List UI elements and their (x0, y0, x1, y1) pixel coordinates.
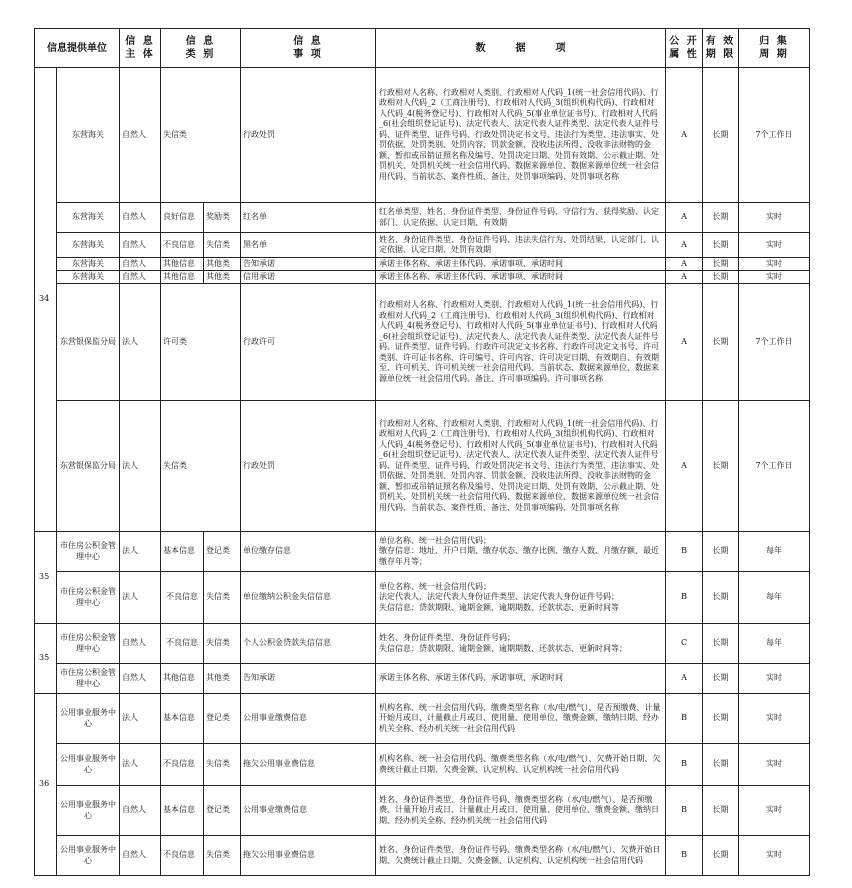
data-items-cell: 红名单类型、姓名、身份证件类型、身份证件号码、守信行为、获得奖励、认定部门、认定依据、认定日期、有效期 (376, 203, 666, 233)
header-category: 信 息 类 别 (161, 29, 241, 68)
table-row (35, 786, 810, 836)
item-cell: 拖欠公用事业费信息 (241, 836, 376, 876)
public-attr-cell: A (666, 401, 703, 532)
category-cell: 不良信息 (161, 572, 204, 624)
subcategory-cell: 其他类 (204, 664, 241, 694)
subject-cell: 法人 (120, 284, 161, 401)
validity-cell: 长期 (703, 624, 739, 664)
validity-cell: 长期 (703, 532, 739, 572)
table-row (35, 68, 810, 203)
category-cell: 基本信息 (161, 532, 204, 572)
subcategory-cell: 失信类 (204, 836, 241, 876)
table-row (35, 532, 810, 572)
table-row (35, 233, 810, 258)
provider-cell: 东营海关 (57, 258, 120, 271)
validity-cell: 长期 (703, 401, 739, 532)
public-attr-cell: B (666, 744, 703, 786)
provider-cell: 东营海关 (57, 203, 120, 233)
provider-cell: 公用事业服务中心 (57, 786, 120, 836)
table-row (35, 836, 810, 876)
subcategory-cell: 失信类 (204, 744, 241, 786)
public-attr-cell: B (666, 786, 703, 836)
provider-cell: 公用事业服务中心 (57, 836, 120, 876)
public-attr-cell: A (666, 271, 703, 284)
validity-cell: 长期 (703, 786, 739, 836)
subcategory-cell: 失信类 (204, 572, 241, 624)
validity-cell: 长期 (703, 271, 739, 284)
public-attr-cell: C (666, 624, 703, 664)
provider-cell: 市住房公积金管理中心 (57, 572, 120, 624)
subject-cell: 自然人 (120, 271, 161, 284)
header-provider: 信息提供单位 (35, 29, 120, 68)
subcategory-cell: 登记类 (204, 694, 241, 744)
provider-cell: 公用事业服务中心 (57, 694, 120, 744)
validity-cell: 长期 (703, 664, 739, 694)
data-items-cell: 承诺主体名称、承诺主体代码、承诺事项、承诺时间 (376, 258, 666, 271)
table-row (35, 271, 810, 284)
validity-cell: 长期 (703, 233, 739, 258)
public-attr-cell: A (666, 233, 703, 258)
cycle-cell: 每年 (739, 572, 810, 624)
cycle-cell: 实时 (739, 694, 810, 744)
data-items-cell: 行政相对人名称、行政相对人类别、行政相对人代码_1(统一社会信用代码)、行政相对人代码_2（工商注册号)、行政相对人代码_3(组织机构代码)、行政相对人代码_4(税务登记号)、行政相对人代码_5(事业单位证书号)、行政相对人代码_6(社会组织登记证号)、法定代表人、法定代表人证件类型、法定代表人证件号码、证件类型、证件号码、行政处罚决定书文号、违法行为类型、违法事实、处罚依据、处罚类别、处罚内容、罚款金额、没收违法所得、没收非法财物的金额、暂扣或吊销证照名称及编号、处罚决定日期、处罚有效期、公示截止期、处罚机关、处罚机关统一社会信用代码、数据来源单位、数据来源单位统一社会信用代码、当前状态、案件性质、备注、处罚事项编码、处罚事项名称 (376, 68, 666, 203)
cycle-cell: 7个工作日 (739, 401, 810, 532)
provider-cell: 东营海关 (57, 233, 120, 258)
header-validity: 有 效 期 限 (703, 29, 739, 68)
cycle-cell: 7个工作日 (739, 68, 810, 203)
public-attr-cell: B (666, 572, 703, 624)
public-attr-cell: B (666, 532, 703, 572)
category-cell: 许可类 (161, 284, 241, 401)
table-row (35, 694, 810, 744)
cycle-cell: 实时 (739, 836, 810, 876)
cycle-cell: 实时 (739, 744, 810, 786)
category-cell: 不良信息 (161, 233, 204, 258)
header-subject: 信 息 主 体 (120, 29, 161, 68)
header-data: 数 据 项 (376, 29, 666, 68)
provider-cell: 东营银保监分局 (57, 284, 120, 401)
subcategory-cell: 失信类 (204, 233, 241, 258)
subject-cell: 自然人 (120, 258, 161, 271)
table-row (35, 284, 810, 401)
category-cell: 其他信息 (161, 664, 204, 694)
group-number: 34 (35, 68, 57, 532)
group-number: 35 (35, 532, 57, 624)
item-cell: 个人公积金贷款失信信息 (241, 624, 376, 664)
public-attr-cell: B (666, 836, 703, 876)
category-cell: 失信类 (161, 401, 241, 532)
provider-cell: 市住房公积金管理中心 (57, 624, 120, 664)
validity-cell: 长期 (703, 258, 739, 271)
header-row (35, 29, 810, 68)
subject-cell: 自然人 (120, 68, 161, 203)
cycle-cell: 实时 (739, 233, 810, 258)
item-cell: 公用事业缴费信息 (241, 786, 376, 836)
subcategory-cell: 其他类 (204, 271, 241, 284)
category-cell: 其他信息 (161, 258, 204, 271)
item-cell: 黑名单 (241, 233, 376, 258)
validity-cell: 长期 (703, 68, 739, 203)
item-cell: 告知承诺 (241, 664, 376, 694)
subject-cell: 自然人 (120, 664, 161, 694)
header-public: 公 开 属 性 (666, 29, 703, 68)
table-row (35, 624, 810, 664)
category-cell: 不良信息 (161, 744, 204, 786)
subject-cell: 法人 (120, 401, 161, 532)
category-cell: 不良信息 (161, 624, 204, 664)
data-items-cell: 承诺主体名称、承诺主体代码、承诺事项、承诺时间 (376, 664, 666, 694)
item-cell: 行政处罚 (241, 401, 376, 532)
item-cell: 行政许可 (241, 284, 376, 401)
cycle-cell: 实时 (739, 271, 810, 284)
data-items-cell: 姓名、身份证件类型、身份证件号码； 失信信息：贷款期限、逾期金额、逾期期数、还款状态、更新时间等； (376, 624, 666, 664)
data-items-cell: 单位名称、统一社会信用代码； 缴存信息：地址、开户日期、缴存状态、缴存比例、缴存人数、月缴存额、最近缴存年月等； (376, 532, 666, 572)
provider-cell: 东营海关 (57, 271, 120, 284)
subject-cell: 自然人 (120, 836, 161, 876)
subject-cell: 自然人 (120, 786, 161, 836)
header-cycle: 归 集 周 期 (739, 29, 810, 68)
table-row (35, 401, 810, 532)
table-row (35, 664, 810, 694)
cycle-cell: 实时 (739, 664, 810, 694)
data-items-cell: 姓名、身份证件类型、身份证件号码、缴费类型名称（水/电/燃气）、是否预缴费、计量开始月或日、计量截止月或日、使用量、使用单位、缴费金额、缴纳日期、经办机关全称、经办机关统一社会信用代码 (376, 786, 666, 836)
validity-cell: 长期 (703, 744, 739, 786)
category-cell: 失信类 (161, 68, 241, 203)
item-cell: 红名单 (241, 203, 376, 233)
cycle-cell: 每年 (739, 532, 810, 572)
validity-cell: 长期 (703, 694, 739, 744)
category-cell: 基本信息 (161, 786, 204, 836)
cycle-cell: 7个工作日 (739, 284, 810, 401)
public-attr-cell: A (666, 203, 703, 233)
category-cell: 基本信息 (161, 694, 204, 744)
item-cell: 拖欠公用事业费信息 (241, 744, 376, 786)
group-number: 35 (35, 624, 57, 694)
subject-cell: 自然人 (120, 624, 161, 664)
cycle-cell: 实时 (739, 258, 810, 271)
group-number: 36 (35, 694, 57, 876)
category-cell: 其他信息 (161, 271, 204, 284)
public-attr-cell: A (666, 284, 703, 401)
subcategory-cell: 其他类 (204, 258, 241, 271)
public-attr-cell: B (666, 694, 703, 744)
item-cell: 公用事业缴费信息 (241, 694, 376, 744)
subject-cell: 法人 (120, 572, 161, 624)
provider-cell: 市住房公积金管理中心 (57, 532, 120, 572)
category-cell: 良好信息 (161, 203, 204, 233)
data-items-cell: 机构名称、统一社会信用代码、缴费类型名称（水/电/燃气）、是否预缴费、计量开始月或日、计量截止月或日、使用量、使用单位、缴费金额、缴纳日期、经办机关全称、经办机关统一社会信用代码 (376, 694, 666, 744)
data-items-cell: 行政相对人名称、行政相对人类别、行政相对人代码_1(统一社会信用代码)、行政相对人代码_2（工商注册号)、行政相对人代码_3(组织机构代码)、行政相对人代码_4(税务登记号)、行政相对人代码_5(事业单位证书号)、行政相对人代码_6(社会组织登记证号)、法定代表人、法定代表人证件类型、法定代表人证件号码、证件类型、证件号码、行政许可决定文书名称、行政许可决定文书号、许可类别、许可证书名称、许可编号、许可内容、许可决定日期、有效期自、有效期至、许可机关、许可机关统一社会信用代码、当前状态、数据来源单位、数据来源单位统一社会信用代码、备注、许可事项编码、许可事项名称 (376, 284, 666, 401)
item-cell: 告知承诺 (241, 258, 376, 271)
public-attr-cell: A (666, 258, 703, 271)
table-row (35, 203, 810, 233)
provider-cell: 公用事业服务中心 (57, 744, 120, 786)
subject-cell: 法人 (120, 532, 161, 572)
validity-cell: 长期 (703, 836, 739, 876)
cycle-cell: 每年 (739, 624, 810, 664)
validity-cell: 长期 (703, 203, 739, 233)
subcategory-cell: 登记类 (204, 786, 241, 836)
data-items-cell: 承诺主体名称、承诺主体代码、承诺事项、承诺时间 (376, 271, 666, 284)
header-item: 信 息 事 项 (241, 29, 376, 68)
validity-cell: 长期 (703, 284, 739, 401)
cycle-cell: 实时 (739, 786, 810, 836)
item-cell: 信用承诺 (241, 271, 376, 284)
subcategory-cell: 失信类 (204, 624, 241, 664)
data-items-cell: 姓名、身份证件类型、身份证件号码、缴费类型名称（水/电/燃气）、欠费开始日期、欠费统计截止日期、欠费金额、认定机构、认定机构统一社会信用代码 (376, 836, 666, 876)
provider-cell: 东营海关 (57, 68, 120, 203)
table-row (35, 744, 810, 786)
item-cell: 单位缴存信息 (241, 532, 376, 572)
item-cell: 单位缴纳公积金失信信息 (241, 572, 376, 624)
item-cell: 行政处罚 (241, 68, 376, 203)
data-items-cell: 机构名称、统一社会信用代码、缴费类型名称（水/电/燃气）、欠费开始日期、欠费统计截止日期、欠费金额、认定机构、认定机构统一社会信用代码 (376, 744, 666, 786)
category-cell: 不良信息 (161, 836, 204, 876)
provider-cell: 东营银保监分局 (57, 401, 120, 532)
credit-info-catalog-table (34, 28, 810, 876)
public-attr-cell: A (666, 664, 703, 694)
subcategory-cell: 奖励类 (204, 203, 241, 233)
table-row (35, 572, 810, 624)
table-row (35, 258, 810, 271)
subject-cell: 自然人 (120, 233, 161, 258)
subject-cell: 法人 (120, 744, 161, 786)
subject-cell: 自然人 (120, 203, 161, 233)
cycle-cell: 实时 (739, 203, 810, 233)
validity-cell: 长期 (703, 572, 739, 624)
subject-cell: 法人 (120, 694, 161, 744)
subcategory-cell: 登记类 (204, 532, 241, 572)
public-attr-cell: A (666, 68, 703, 203)
data-items-cell: 姓名、身份证件类型、身份证件号码、违法失信行为、处罚结果、认定部门、认定依据、认定日期、处罚有效期 (376, 233, 666, 258)
data-items-cell: 行政相对人名称、行政相对人类别、行政相对人代码_1(统一社会信用代码)、行政相对人代码_2（工商注册号)、行政相对人代码_3(组织机构代码)、行政相对人代码_4(税务登记号)、行政相对人代码_5(事业单位证书号)、行政相对人代码_6(社会组织登记证号)、法定代表人、法定代表人证件类型、法定代表人证件号码、证件类型、证件号码、行政处罚决定书文号、违法行为类型、违法事实、处罚依据、处罚类别、处罚内容、罚款金额、没收违法所得、没收非法财物的金额、暂扣或吊销证照名称及编号、处罚决定日期、处罚有效期、公示截止期、处罚机关、处罚机关统一社会信用代码、数据来源单位、数据来源单位统一社会信用代码、当前状态、案件性质、备注、处罚事项编码、处罚事项名称 (376, 401, 666, 532)
data-items-cell: 单位名称、统一社会信用代码； 法定代表人，法定代表人身份证件类型、法定代表人身份证件号码； 失信信息：贷款期限、逾期金额、逾期期数、还款状态、更新时间等 (376, 572, 666, 624)
provider-cell: 市住房公积金管理中心 (57, 664, 120, 694)
